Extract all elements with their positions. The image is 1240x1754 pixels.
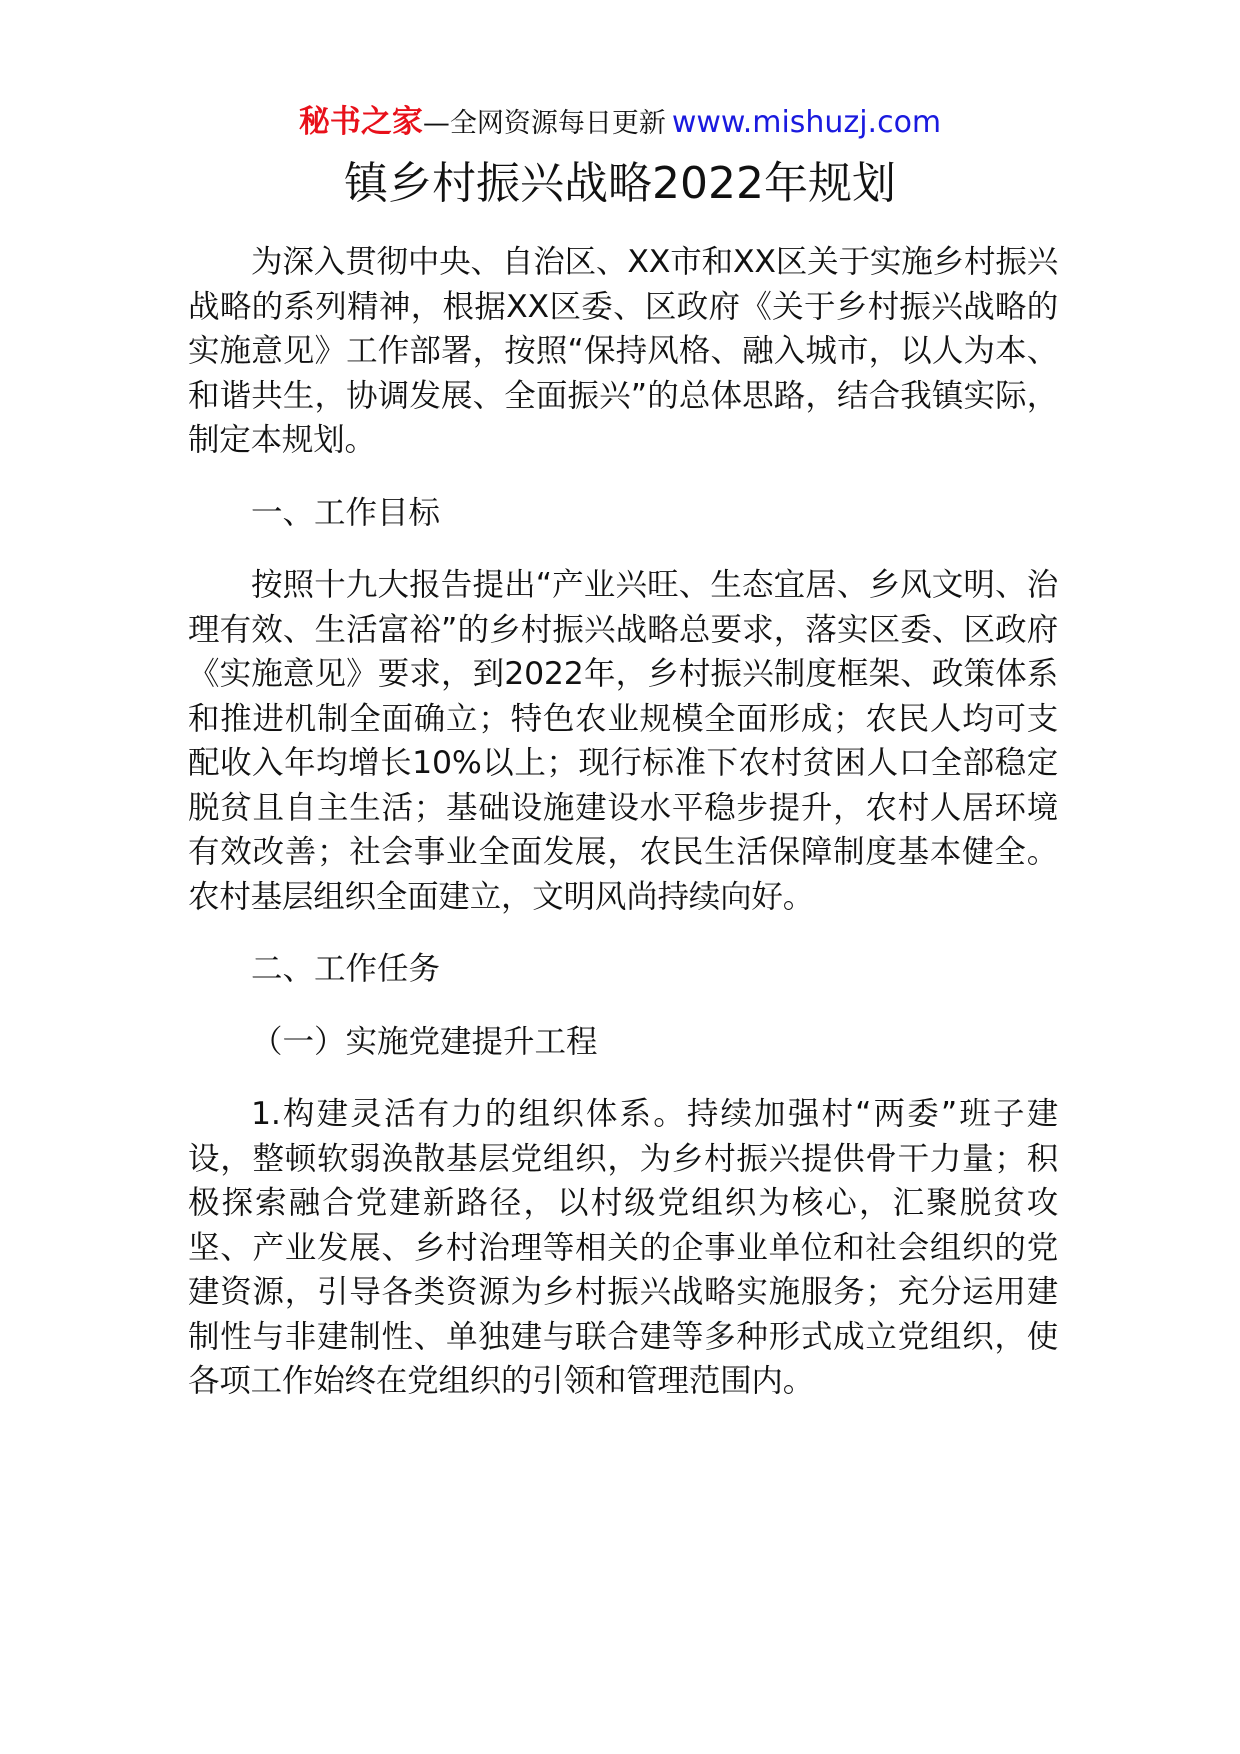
- site-header: [0, 100, 1240, 146]
- site-url-link[interactable]: www.mishuzj.com: [671, 105, 942, 140]
- document-body: [188, 240, 1058, 1432]
- section-heading-tasks: 二、工作任务: [251, 951, 441, 987]
- site-slogan: —全网资源每日更新: [422, 108, 666, 139]
- task-item-1-paragraph: 1.构建灵活有力的组织体系。持续加强村“两委”班子建设，整顿软弱涣散基层党组织，为乡村振兴提供骨干力量；积极探索融合党建新路径，以村级党组织为核心，汇聚脱贫攻坚、产业发展、乡村治理等相关的企事业单位和社会组织的党建资源，引导各类资源为乡村振兴战略实施服务；充分运用建制性与非建制性、单独建与联合建等多种形式成立党组织，使各项工作始终在党组织的引领和管理范围内。: [188, 1096, 1058, 1399]
- section-heading-goals: 一、工作目标: [251, 494, 441, 531]
- goals-paragraph: 按照十九大报告提出“产业兴旺、生态宜居、乡风文明、治理有效、生活富裕”的乡村振兴战略总要求，落实区委、区政府《实施意见》要求，到2022年，乡村振兴制度框架、政策体系和推进机制全面确立；特色农业规模全面形成；农民人均可支配收入年均增长10%以上；现行标准下农村贫困人口全部稳定脱贫且自主生活；基础设施建设水平稳步提升，农村人居环境有效改善；社会事业全面发展，农民生活保障制度基本健全。农村基层组织全面建立，文明风尚持续向好。: [188, 567, 1058, 915]
- intro-paragraph: 为深入贯彻中央、自治区、XX市和XX区关于实施乡村振兴战略的系列精神，根据XX区委、区政府《关于乡村振兴战略的实施意见》工作部署，按照“保持风格、融入城市，以人为本、和谐共生，协调发展、全面振兴”的总体思路，结合我镇实际，制定本规划。: [188, 244, 1058, 458]
- document-title: 镇乡村振兴战略2022年规划: [344, 158, 896, 209]
- subsection-heading-party-building: （一）实施党建提升工程: [251, 1023, 598, 1060]
- site-brand: 秘书之家: [298, 104, 423, 140]
